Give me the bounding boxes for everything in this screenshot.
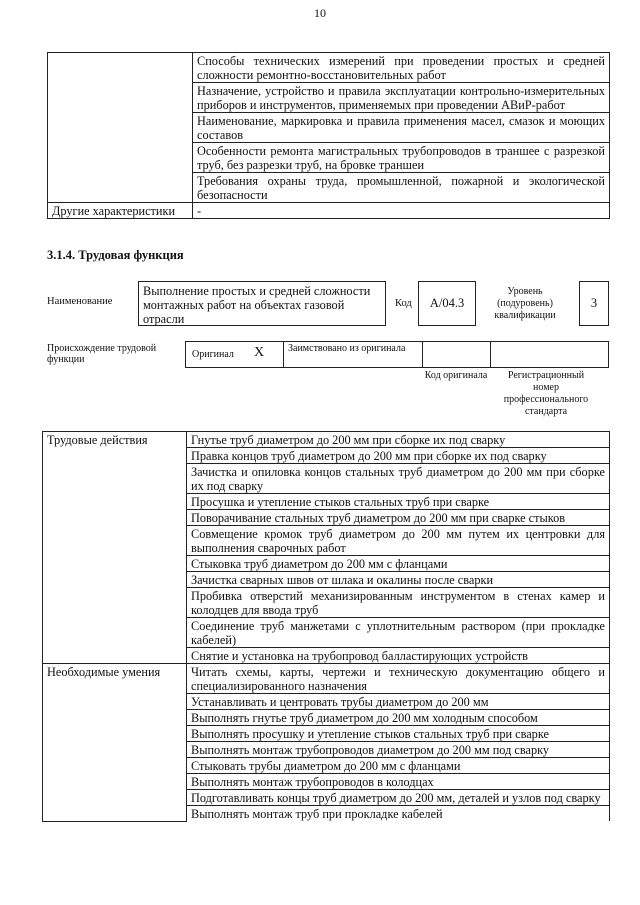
skill-item: Устанавливать и центровать трубы диаметром до 200 мм bbox=[187, 694, 610, 710]
qualification-level: 3 bbox=[579, 281, 609, 326]
section-title: 3.1.4. Трудовая функция bbox=[47, 248, 184, 262]
borrowed-label: Заимствовано из оригинала bbox=[284, 342, 423, 367]
skill-item: Выполнять монтаж труб при прокладке кабелей bbox=[187, 806, 610, 822]
original-mark: X bbox=[254, 345, 265, 360]
table-row bbox=[48, 53, 610, 83]
skill-item: Стыковать трубы диаметром до 200 мм с фланцами bbox=[187, 758, 610, 774]
knowledge-item: Требования охраны труда, промышленной, пожарной и экологической безопасности bbox=[193, 173, 610, 203]
knowledge-item: Особенности ремонта магистральных трубопроводов в траншее с разрезкой труб, без разрезки труб, на бровке траншеи bbox=[193, 143, 610, 173]
action-item: Поворачивание стальных труб диаметром до 200 мм при сварке стыков bbox=[187, 510, 610, 526]
original-code-cell bbox=[423, 342, 491, 367]
action-item: Просушка и утепление стыков стальных труб при сварке bbox=[187, 494, 610, 510]
origin-row bbox=[185, 341, 609, 368]
knowledge-item: Наименование, маркировка и правила применения масел, смазок и моющих составов bbox=[193, 113, 610, 143]
other-characteristics-value: - bbox=[193, 203, 610, 219]
actions-label: Трудовые действия bbox=[43, 432, 187, 664]
action-item: Снятие и установка на трубопровод балластирующих устройств bbox=[187, 648, 610, 664]
knowledge-item: Способы технических измерений при проведении простых и средней сложности ремонтно-восстановительных работ bbox=[193, 53, 610, 83]
original-label: Оригинал bbox=[192, 349, 234, 360]
original-cell bbox=[186, 342, 284, 367]
table-row bbox=[48, 203, 610, 219]
skill-item: Выполнять гнутье труб диаметром до 200 мм холодным способом bbox=[187, 710, 610, 726]
action-item: Зачистка и опиловка концов стальных труб диаметром до 200 мм при сборке их под сварку bbox=[187, 464, 610, 494]
table-row bbox=[43, 432, 610, 448]
origin-label: Происхождение трудовой функции bbox=[47, 343, 157, 365]
registration-number-caption: Регистрационный номер профессионального стандарта bbox=[503, 370, 589, 417]
skill-item: Выполнять монтаж трубопроводов в колодцах bbox=[187, 774, 610, 790]
action-item: Зачистка сварных швов от шлака и окалины после сварки bbox=[187, 572, 610, 588]
registration-number-cell bbox=[491, 342, 608, 367]
function-name: Выполнение простых и средней сложности монтажных работ на объектах газовой отрасли bbox=[138, 281, 386, 326]
function-code: A/04.3 bbox=[418, 281, 476, 326]
skills-label: Необходимые умения bbox=[43, 664, 187, 822]
skill-item: Читать схемы, карты, чертежи и техническую документацию общего и специализированного назначения bbox=[187, 664, 610, 694]
level-label: Уровень (подуровень) квалификации bbox=[494, 286, 556, 321]
code-label: Код bbox=[395, 298, 412, 309]
action-item: Совмещение кромок труб диаметром до 200 мм путем их центровки для выполнения сварочных работ bbox=[187, 526, 610, 556]
other-characteristics-label: Другие характеристики bbox=[48, 203, 193, 219]
action-item: Гнутье труб диаметром до 200 мм при сборке их под сварку bbox=[187, 432, 610, 448]
action-item: Правка концов труб диаметром до 200 мм при сборке их под сварку bbox=[187, 448, 610, 464]
knowledge-item: Назначение, устройство и правила эксплуатации контрольно-измерительных приборов и инструментов, применяемых при проведении АВиР-работ bbox=[193, 83, 610, 113]
name-label: Наименование bbox=[47, 296, 113, 307]
table-row bbox=[43, 664, 610, 694]
action-item: Пробивка отверстий механизированным инструментом в стенах камер и колодцев для ввода труб bbox=[187, 588, 610, 618]
function-details-table bbox=[42, 431, 610, 822]
skill-item: Подготавливать концы труб диаметром до 200 мм, деталей и узлов под сварку bbox=[187, 790, 610, 806]
skill-item: Выполнять просушку и утепление стыков стальных труб при сварке bbox=[187, 726, 610, 742]
knowledge-table bbox=[47, 52, 610, 219]
original-code-caption: Код оригинала bbox=[424, 370, 488, 381]
skill-item: Выполнять монтаж трубопроводов диаметром до 200 мм под сварку bbox=[187, 742, 610, 758]
empty-cell bbox=[48, 53, 193, 203]
action-item: Стыковка труб диаметром до 200 мм с фланцами bbox=[187, 556, 610, 572]
page-number: 10 bbox=[314, 6, 326, 20]
action-item: Соединение труб манжетами с уплотнительным раствором (при прокладке кабелей) bbox=[187, 618, 610, 648]
